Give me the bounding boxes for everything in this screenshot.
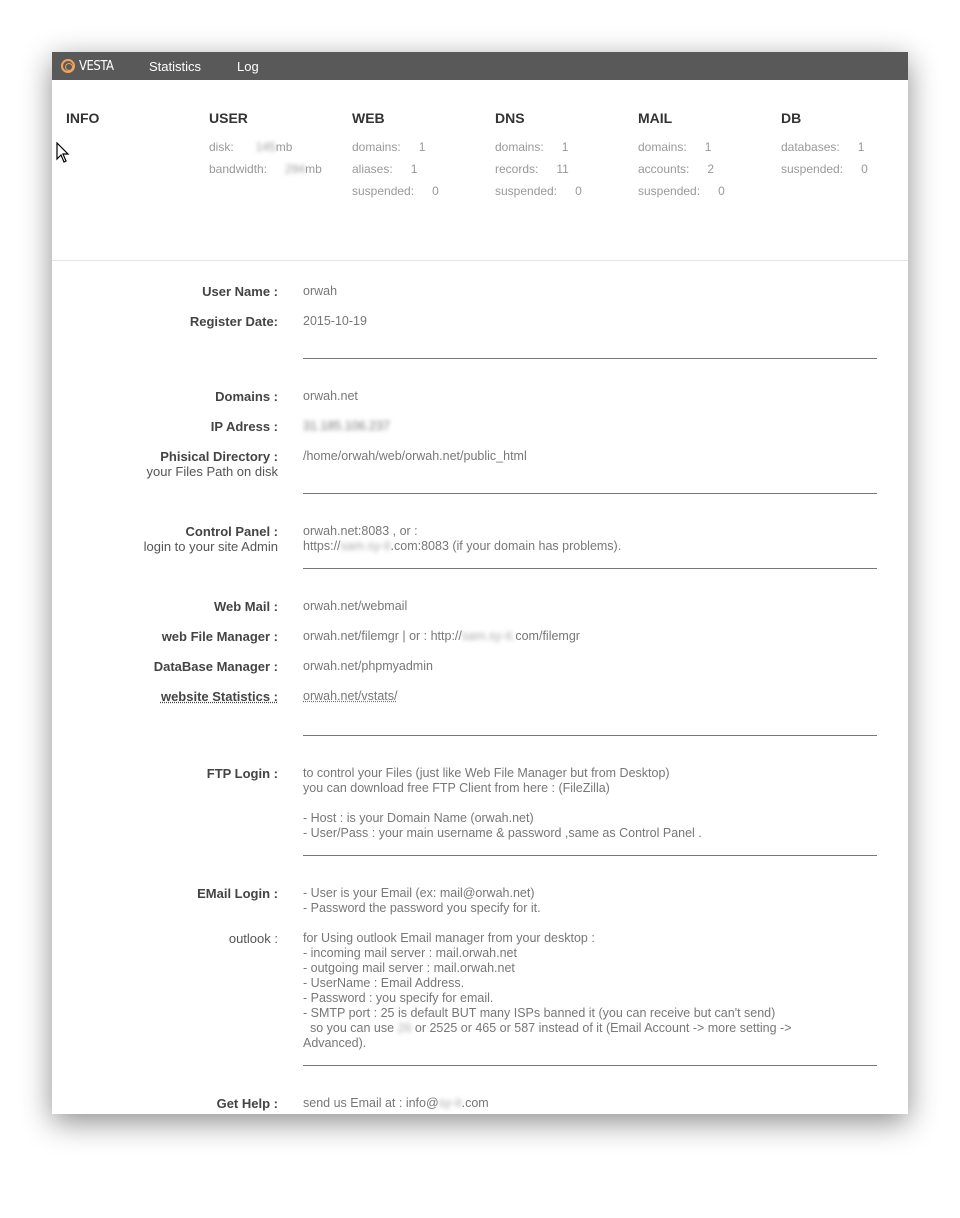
get-help-text: send us Email at : info@sy-it.com (303, 1096, 489, 1110)
ip-value: 31.185.106.237 (303, 419, 390, 433)
register-date-label: Register Date: (189, 314, 278, 329)
stat-web-domains: domains: 1 (352, 140, 426, 154)
stat-dns-domains: domains: 1 (495, 140, 569, 154)
nav-statistics[interactable]: Statistics (149, 58, 202, 74)
stat-databases: databases: 1 (781, 140, 865, 154)
stats-db-title[interactable]: DB (781, 110, 802, 126)
db-manager-label: DataBase Manager : (153, 659, 278, 674)
domains-value: orwah.net (303, 389, 358, 403)
ftp-login-text: to control your Files (just like Web File Manager but from Desktop) you can download free FTP Client from here : (FileZilla) - Host : is your Domain Name (orwah.net) - User/Pass : your main username & password ,same as Control Panel . (303, 766, 702, 840)
stat-web-suspended: suspended: 0 (352, 184, 439, 198)
stat-dns-records: records: 11 (495, 162, 569, 176)
mouse-cursor-icon (56, 142, 70, 164)
control-panel-label: Control Panel : login to your site Admin (143, 524, 278, 554)
divider (303, 735, 877, 736)
divider (303, 358, 877, 359)
stat-db-suspended: suspended: 0 (781, 162, 868, 176)
stats-info-title[interactable]: INFO (66, 110, 100, 126)
user-name-value: orwah (303, 284, 338, 298)
webmail-link[interactable]: orwah.net/webmail (303, 599, 408, 613)
divider (303, 1065, 877, 1066)
dir-label: Phisical Directory : your Files Path on disk (146, 449, 278, 479)
email-login-text: - User is your Email (ex: mail@orwah.net) - Password the password you specify for it. (303, 886, 541, 915)
stats-web (352, 110, 439, 206)
file-manager-link[interactable]: orwah.net/filemgr | or : http://sam.sy-it.com/filemgr (303, 629, 580, 643)
vesta-logo[interactable] (61, 59, 139, 74)
email-login-label: EMail Login : (197, 886, 278, 901)
stats-user (209, 110, 322, 184)
stat-web-aliases: aliases: 1 (352, 162, 418, 176)
stat-mail-suspended: suspended: 0 (638, 184, 725, 198)
register-date-value: 2015-10-19 (303, 314, 367, 328)
dir-sub-label: your Files Path on disk (146, 464, 278, 479)
file-manager-label: web File Manager : (161, 629, 278, 644)
outlook-text: for Using outlook Email manager from your desktop : - incoming mail server : mail.orwah.net - outgoing mail server : mail.orwah.net - UserName : Email Address. - Password : you specify for email. - SMTP port : 25 is default BUT many ISPs banned it (you can receive but can't send) so you can use 26 or 2525 or 465 or 587 instead of it (Email Account -> more setting -> Advanced). (303, 931, 792, 1050)
webmail-label: Web Mail : (213, 599, 278, 614)
stats-db (781, 110, 868, 184)
control-panel-value[interactable]: orwah.net:8083 , or : https://sam.sy-it.com:8083 (if your domain has problems). (303, 524, 622, 553)
divider (303, 855, 877, 856)
website-stats-link[interactable]: orwah.net/vstats/ (303, 689, 398, 703)
divider (303, 493, 877, 494)
nav-log[interactable]: Log (237, 58, 259, 74)
stats-panel (52, 80, 908, 261)
stats-dns-title[interactable]: DNS (495, 110, 525, 126)
brand-name: VESTA (79, 58, 114, 74)
stats-web-title[interactable]: WEB (352, 110, 385, 126)
app-window (52, 52, 908, 1114)
stats-mail (638, 110, 725, 206)
domains-label: Domains : (215, 389, 278, 404)
user-name-label: User Name : (202, 284, 278, 299)
stat-bandwidth: bandwidth: 294mb (209, 162, 322, 176)
divider (303, 568, 877, 569)
control-panel-sub-label: login to your site Admin (143, 539, 278, 554)
stat-mail-domains: domains: 1 (638, 140, 712, 154)
stat-mail-accounts: accounts: 2 (638, 162, 715, 176)
db-manager-link[interactable]: orwah.net/phpmyadmin (303, 659, 433, 673)
dir-value: /home/orwah/web/orwah.net/public_html (303, 449, 527, 463)
top-bar (52, 52, 908, 80)
stats-user-title[interactable]: USER (209, 110, 248, 126)
outlook-label: outlook : (228, 931, 278, 946)
ftp-login-label: FTP Login : (206, 766, 278, 781)
website-stats-label: website Statistics : (160, 689, 278, 704)
stats-mail-title[interactable]: MAIL (638, 110, 673, 126)
stats-dns (495, 110, 582, 206)
stat-dns-suspended: suspended: 0 (495, 184, 582, 198)
ip-label: IP Adress : (210, 419, 278, 434)
stat-disk: disk: 145mb (209, 140, 293, 154)
vesta-logo-icon (61, 59, 75, 73)
stats-info (66, 110, 99, 140)
get-help-label: Get Help : (216, 1096, 278, 1111)
